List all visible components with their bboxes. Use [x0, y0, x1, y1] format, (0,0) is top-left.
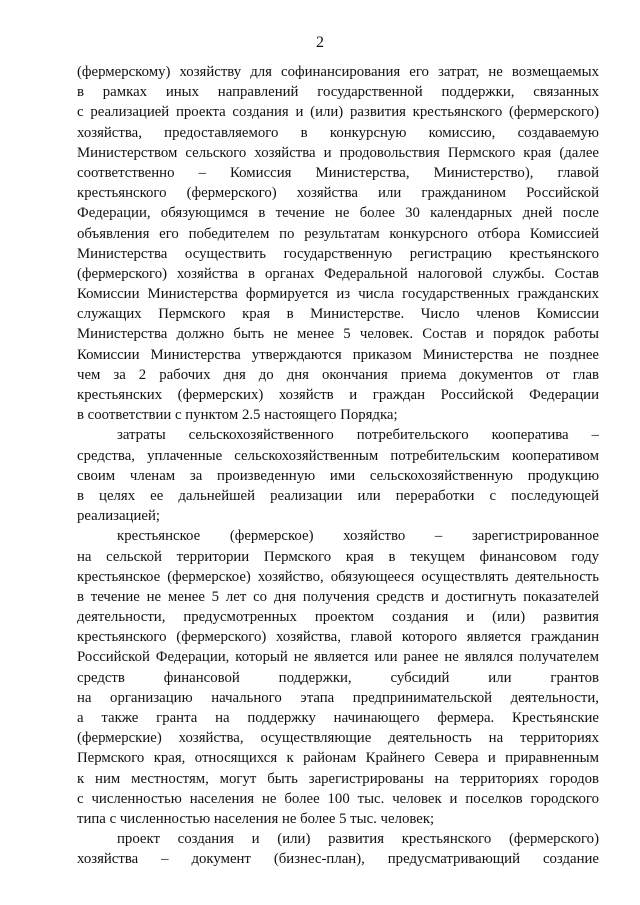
text-line: в целях ее дальнейшей реализации или переработки с последующей: [77, 487, 599, 504]
text-line: крестьянского (фермерского) хозяйства или гражданином Российской: [77, 185, 599, 202]
text-line: Комиссии Министерства формируется из числа государственных гражданских: [77, 286, 599, 303]
text-line: деятельности, предусмотренных проектом создания и (или) развития: [77, 609, 599, 626]
text-line: средства, уплаченные сельскохозяйственным потребительским кооперативом: [77, 447, 599, 464]
document-body: [77, 62, 599, 870]
text-line: типа с численностью населения не более 5 тыс. человек;: [77, 810, 435, 827]
text-line: проект создания и (или) развития крестьянского (фермерского): [117, 831, 599, 848]
text-line: Министерства должно быть не менее 5 человек. Состав и порядок работы: [77, 326, 599, 343]
text-line: средств финансовой поддержки, субсидий или грантов: [77, 669, 599, 686]
text-line: затраты сельскохозяйственного потребительского кооператива –: [117, 427, 599, 444]
text-line: а также гранта на поддержку начинающего фермера. Крестьянские: [77, 710, 599, 726]
text-line: на сельской территории Пермского края в текущем финансовом году: [77, 548, 599, 565]
text-line: хозяйства, предоставляемого в конкурсную комиссию, создаваемую: [77, 124, 599, 141]
text-line: чем за 2 рабочих дня до дня окончания приема документов от глав: [77, 366, 599, 383]
text-line: своим членам за произведенную ими сельскохозяйственную продукцию: [77, 467, 599, 484]
text-line: объявления его победителем по результатам конкурсного отбора Комиссией: [77, 225, 599, 242]
text-line: крестьянское (фермерское) хозяйство – зарегистрированное: [117, 528, 599, 545]
text-line: Федерации, обязующимся в течение не более 30 календарных дней после: [77, 205, 599, 222]
text-line: (фермерского) хозяйства в органах Федеральной налоговой службы. Состав: [77, 265, 599, 282]
page-number: 2: [316, 34, 324, 51]
text-line: с численностью населения не более 100 тыс. человек и поселков городского: [77, 790, 599, 807]
text-line: в соответствии с пунктом 2.5 настоящего Порядка;: [77, 407, 398, 424]
text-line: в рамках иных направлений государственной поддержки, связанных: [77, 84, 599, 101]
text-line: крестьянского (фермерского) хозяйства, главой которого является гражданин: [77, 629, 599, 646]
text-line: соответственно – Комиссия Министерства, Министерство), главой: [77, 164, 599, 181]
text-line: (фермерскому) хозяйству для софинансирования его затрат, не возмещаемых: [77, 64, 599, 80]
text-line: Российской Федерации, который не является или ранее не являлся получателем: [77, 649, 599, 666]
text-line: служащих Пермского края в Министерстве. Число членов Комиссии: [77, 306, 599, 323]
text-line: с реализацией проекта создания и (или) развития крестьянского (фермерского): [77, 104, 599, 121]
text-line: (фермерские) хозяйства, осуществляющие деятельность на территориях: [77, 730, 599, 747]
text-line: Министерством сельского хозяйства и продовольствия Пермского края (далее: [77, 144, 599, 161]
text-line: крестьянское (фермерское) хозяйство, обязующееся осуществлять деятельность: [77, 568, 599, 585]
text-line: в течение не менее 5 лет со дня получения средств и достигнуть показателей: [77, 588, 599, 605]
text-line: крестьянских (фермерских) хозяйств и граждан Российской Федерации: [77, 387, 599, 403]
text-line: Пермского края, относящихся к районам Крайнего Севера и приравненным: [77, 750, 599, 767]
text-line: к ним местностям, могут быть зарегистрированы на территориях городов: [77, 770, 599, 787]
text-line: Комиссии Министерства утверждаются приказом Министерства не позднее: [77, 346, 599, 363]
text-line: на организацию начального этапа предпринимательской деятельности,: [77, 689, 599, 706]
text-line: реализацией;: [77, 508, 160, 525]
text-line: хозяйства – документ (бизнес-план), предусматривающий создание: [77, 851, 599, 868]
text-line: Министерства осуществить государственную регистрацию крестьянского: [77, 245, 599, 262]
